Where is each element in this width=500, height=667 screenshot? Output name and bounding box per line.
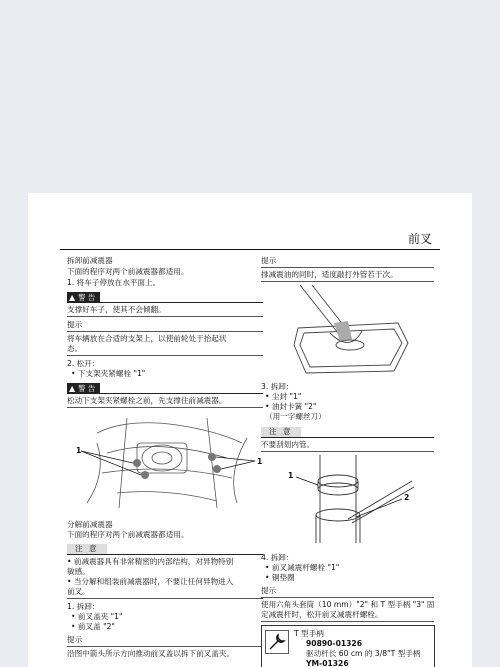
step-4-b: • 铜垫圈: [265, 573, 295, 582]
tool-part-number-1: 90890-01326: [306, 639, 362, 648]
step-1: 1. 将车子停放在水平面上。: [67, 278, 161, 287]
tip4-line1: 使用六角头套筒（10 mm）"2" 和 T 型手柄 "3" 固: [261, 600, 435, 609]
warning-badge-2: [67, 383, 100, 393]
manual-page: [28, 193, 472, 667]
step-3-b: • 油封卡簧 "2": [265, 402, 317, 411]
step-r1-b: • 前叉盖 "2": [71, 622, 115, 631]
tip1-line2: 态。: [67, 344, 83, 353]
caution1-bullet1-cont: 敏感。: [67, 567, 90, 576]
step-4-a: • 前叉减震杆螺栓 "1": [265, 563, 340, 572]
tip1-end-rule: [67, 355, 263, 356]
tip3-text: 排减震油的同时，适度敲打外管若干次。: [261, 270, 398, 279]
step-3-a: • 尘封 "1": [265, 392, 302, 401]
fork-bracket-figure: [67, 413, 263, 513]
warning-label: 警 告: [78, 292, 96, 302]
wrench-icon: [265, 630, 289, 654]
caution1-bullet2-cont: 前叉。: [67, 587, 90, 596]
oil-drain-figure: [290, 283, 414, 378]
tip3-rule: [261, 267, 434, 268]
caution2-end-rule: [261, 451, 434, 452]
caution2-text: 不要刮划内管。: [261, 440, 315, 449]
header-rule: [60, 249, 440, 250]
fig3-callout-2: 2: [404, 493, 410, 502]
fig3-callout-1: 1: [288, 471, 294, 480]
tool-description: 驱动杆长 60 cm 的 3/8"T 型手柄: [306, 649, 421, 658]
fig1-callout-right: 1: [257, 457, 263, 466]
tip4-line2: 定减震杆时，松开前叉减震杆螺栓。: [261, 610, 383, 619]
warning2-text: 松动下支架夹紧螺栓之前，先支撑住前减震器。: [67, 396, 227, 405]
tool-part-number-2: YM-01326: [306, 659, 349, 667]
fig1-callout-left: 1: [76, 446, 82, 455]
caution-badge-2: 注 意: [261, 427, 301, 437]
caution1-bullet2: • 当分解和组装前减震器时，不要让任何异物进入: [67, 577, 234, 586]
tip3-end-rule: [261, 281, 434, 282]
tip4-label: 提示: [261, 586, 277, 595]
warning2-rule: [67, 393, 263, 394]
tip2-text: 沿图中箭头所示方向推动前叉盖以拆下前叉盖夹。: [67, 649, 235, 658]
tip2-label: 提示: [67, 635, 83, 644]
special-tool-box: [261, 625, 435, 667]
warning-label: 警 告: [78, 383, 96, 393]
tip4-end-rule: [261, 621, 434, 622]
caution2-rule: [261, 437, 434, 438]
section-title: 前叉: [408, 232, 433, 246]
step-r1-a: • 前叉盖夹 "1": [71, 612, 123, 621]
step-3-c: （用一字螺丝刀）: [265, 412, 326, 421]
tip1-label: 提示: [67, 320, 83, 329]
remove-intro: 下面的程序对两个前减震器都适用。: [67, 267, 189, 276]
warning1-end-rule: [67, 316, 263, 317]
tip1-rule: [67, 331, 263, 332]
step-2-item: • 下支架夹紧螺栓 "1": [71, 369, 146, 378]
disassemble-title: 分解前减震器: [67, 520, 113, 529]
caution1-rule: [67, 554, 263, 555]
warning1-rule: [67, 302, 263, 303]
step-2: 2. 松开：: [67, 359, 100, 368]
tip3-label: 提示: [261, 256, 277, 265]
warning1-text: 支撑好车子，使其不会倾翻。: [67, 305, 166, 314]
fork-tube-figure: [290, 455, 420, 545]
tool-title: T 型手柄: [294, 629, 324, 638]
tip1-line1: 将车辆放在合适的支架上，以使前轮处于抬起状: [67, 334, 227, 343]
warning-badge-1: [67, 292, 100, 302]
step-4: 4. 拆卸：: [261, 553, 294, 562]
tip2-rule: [67, 646, 263, 647]
warning2-end-rule: [67, 407, 263, 408]
disassemble-intro: 下面的程序对两个前减震器都适用。: [67, 530, 189, 539]
warning-triangle-icon: ▲: [69, 383, 76, 393]
tip4-rule: [261, 597, 434, 598]
step-r1: 1. 拆卸：: [67, 602, 100, 611]
warning-triangle-icon: ▲: [69, 292, 76, 302]
caution1-end-rule: [67, 598, 263, 599]
caution-badge-1: 注 意: [67, 544, 107, 554]
caution1-bullet1: • 前减震器具有非常精密的内部结构，对异物特别: [67, 557, 234, 566]
step-3: 3. 拆卸：: [261, 382, 294, 391]
remove-title: 拆卸前减震器: [67, 256, 113, 265]
